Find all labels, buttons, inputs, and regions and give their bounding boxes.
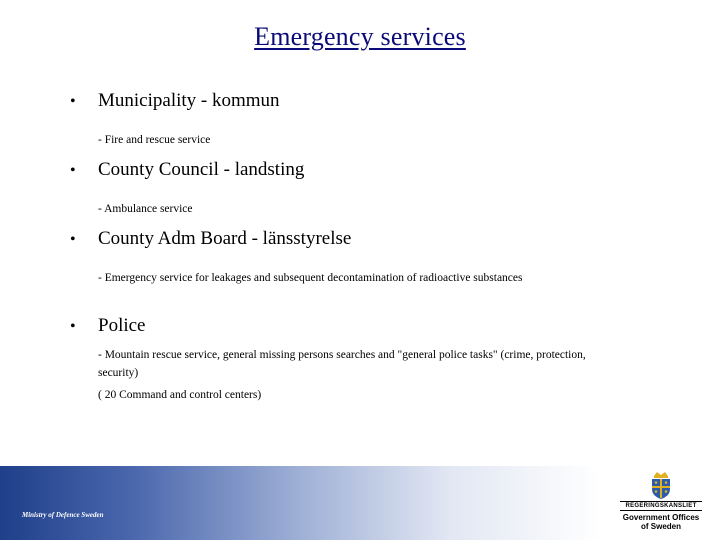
bullet-dot: • <box>70 318 76 335</box>
sub-item: - Fire and rescue service <box>98 134 211 146</box>
bullet-heading: Police <box>98 315 146 336</box>
sub-item: - Emergency service for leakages and subsequent decontamination of radioactive substances <box>98 272 523 284</box>
swedish-crown-crest-icon <box>648 470 674 500</box>
bullet-heading: County Adm Board - länsstyrelse <box>98 228 352 249</box>
bullet-heading: Municipality - kommun <box>98 90 280 111</box>
bullet-dot: • <box>70 162 76 179</box>
logo-line-2: of Sweden <box>640 522 681 531</box>
logo-line-1: Government Offices <box>622 513 700 522</box>
bullet-dot: • <box>70 231 76 248</box>
sub-item: ( 20 Command and control centers) <box>98 389 262 401</box>
bullet-county-council <box>70 159 304 181</box>
bullet-police <box>70 315 146 337</box>
bullet-dot: • <box>70 93 76 110</box>
logo-band-text: REGERINGSKANSLIET <box>620 501 702 511</box>
ministry-label: Ministry of Defence Sweden <box>22 511 104 519</box>
bullet-heading: County Council - landsting <box>98 159 305 180</box>
sub-item: - Mountain rescue service, general missing persons searches and "general police tasks" (crime, protection, <box>98 349 586 361</box>
bullet-municipality <box>70 90 280 112</box>
footer-gradient-band <box>0 466 600 540</box>
sub-item: - Ambulance service <box>98 203 193 215</box>
slide-title: Emergency services <box>254 22 466 51</box>
government-offices-logo <box>616 470 706 534</box>
sub-item: security) <box>98 367 139 379</box>
bullet-county-adm-board <box>70 228 351 250</box>
